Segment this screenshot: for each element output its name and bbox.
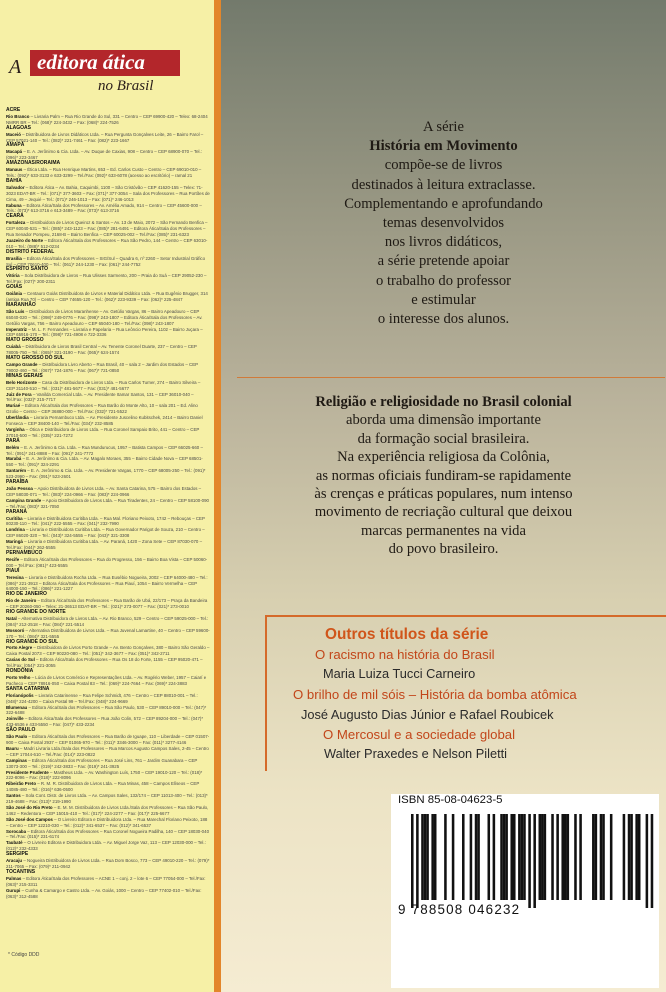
barcode-bar (579, 814, 582, 900)
distributor-entry (6, 758, 210, 770)
distributor-entry (6, 203, 210, 215)
distributor-city: Belo Horizonte (6, 379, 37, 385)
distributor-details: – Editora Ática/Sala dos Professores – Rua do Progresso, 156 – Bairro Boa Vista – CEP 50060-000 – Tel./Fax: (081)* 423-5555 (6, 556, 208, 568)
book-description (221, 393, 666, 559)
barcode-bar (431, 814, 434, 900)
barcode-bar (462, 814, 465, 900)
barcode-bar (503, 814, 506, 900)
barcode-bar (567, 814, 570, 900)
distributor-details: – Editora Ática/Sala dos Professores – Rua Barão de Iguape, 110 – Liberdade – CEP 01507-900 – Caixa Postal 2937 – CEP 01065-970 – Tel.: (011)* 3346-3000 – Fax: (011)* 3277-4146 (6, 734, 210, 745)
barcode-bar (551, 814, 554, 900)
state-heading: CEARÁ (6, 213, 24, 220)
barcode-bar (500, 814, 503, 900)
distributor-entry (6, 527, 210, 539)
distributor-city: Joinville (6, 716, 24, 722)
distributor-details: – Editora Ática/Sala dos Professores – SIG/Sul – Quadra 6, nº 2260 – Setor Industrial Gráfico Sul – CEP 70610-400 – Tel.: (061)* 244-1230 – Fax: (061)* 244-7752 (6, 255, 206, 267)
distributor-details: – Nogueira Distribuidora de Livros Ltda. – Rua Dom Bosco, 773 – CEP 49010-220 – Tel.: (079)* 211-7065 – Fax: (079)* 211-0942 (6, 858, 210, 869)
state-heading: RIO DE JANEIRO (6, 591, 47, 598)
distributor-city: Juazeiro do Norte (6, 237, 44, 243)
distributor-city: João Pessoa (6, 486, 33, 491)
distributor-details: – R. M. R. Distribuidora de Livros Ltda. – Rua Minas, 458 – Campos Elíseos – CEP 14085-480 – Tel.: (016)* 636-0500 (6, 781, 200, 793)
distributor-entry (6, 167, 210, 179)
distributor-entry (6, 456, 210, 468)
distributor-entry (6, 716, 210, 728)
distributor-entry (6, 557, 210, 569)
distributor-entry (6, 114, 210, 126)
state-heading: PERNAMBUCO (6, 549, 43, 556)
distributor-details: – Madri Livraria Ltda./Sala dos Professores – Rua Marcos Augusto Campos Sales, 2-45 – Centro – CEP 17044-610 – Tel./Fax: (014)* 223-0822 (6, 745, 209, 757)
distributor-city: Palmas (6, 875, 22, 881)
barcode-bar (602, 814, 605, 900)
distributor-entry (6, 829, 210, 841)
distributor-details: – M. L. F. Fernandes – Livraria e Papelaria – Rua Leôncio Pereira, 1102 – Bairro Juçara – CEP 65916-170 – Tel.: (098)* 721-4908 e 722-3336 (6, 326, 203, 338)
distributor-entry (6, 876, 210, 888)
distributor-details: – Livraria Catarinense – Rua Felipe Schmidt, 476 – Centro – CEP 88010-001 – Tel.: (048)* 224-4200 – Caixa Postal 99 – Tel./Fax: (048)* 224-9669 (6, 692, 198, 704)
distributor-city: Florianópolis (6, 692, 34, 698)
series-intro-line: a série pretende apoiar (377, 253, 510, 270)
state-heading: PARAÍBA (6, 479, 29, 486)
state-heading: PARANÁ (6, 508, 28, 515)
barcode-bar (424, 814, 427, 900)
distributor-city: São Paulo (6, 734, 28, 740)
book-description-line: da formação social brasileira. (357, 430, 530, 447)
distributor-details: – E. M. M. Distribuidora de Livros Ltda./Sala dos Professores – Rua São Paulo, 1462 – Redentora – CEP 15015-410 – Tel.: (017)* 224-2277 – Fax: (017)* 225-6677 (6, 804, 209, 816)
barcode-bar (510, 814, 513, 900)
distributor-details: – Casa da Distribuidora de Livros Ltda. – Rua Carlos Turner, 274 – Bairro Silveira – CEP 31140-510 – Tel.: (031)* 481-5677 – Fax: (031)* 481-5677 (6, 379, 201, 391)
state-heading: AMAZONAS/RORAIMA (6, 160, 61, 167)
series-intro-line: o trabalho do professor (376, 272, 511, 289)
distributor-entry (6, 273, 210, 285)
distributor-entry (6, 380, 210, 392)
distributor-details: – Distribuidora Livro Aberto – Rua Brasil, 40 – sala 2 – Jardim dos Estados – CEP 79002-460 – Tel.: (067)* 724-1876 – Fax: (067)* 721-0850 (6, 361, 199, 373)
distributor-details: – E. A. Jerônimo & Cia. Ltda. – Av. Presidente Vargas, 1770 – CEP 68005-250 – Tel.: (091)* 523-2990 – Fax: (091)* 523-2601 (6, 468, 206, 480)
distributor-details: – Editora Ática/Sala dos Professores – Rua Barão do Monte Alto, 10 – sala 201 – Ed. Alino Ozolio – Centro – CEP 36880-000 – Tel./Fax: (032)* 721-5522 (6, 403, 198, 415)
distributor-city: Gurupi (6, 887, 21, 893)
distributor-city: Teresina (6, 574, 24, 580)
state-heading: RIO GRANDE DO NORTE (6, 609, 66, 616)
distributor-details: – Lúcia de Livros Comércio e Representações Ltda. – Av. Rogério Weber, 1957 – Caiarí e Pacheco – CEP 78916-050 – Caixa Postal 83 – Tel.: (069)* 224-7664 – Fax: (069)* 224-3883 (6, 675, 207, 686)
barcode-bar (521, 814, 524, 900)
distributor-entry (6, 840, 210, 852)
other-title: O racismo na história do Brasil (315, 647, 495, 662)
distributor-entry (6, 817, 210, 829)
barcode-bar (564, 814, 567, 900)
distributor-city: Blumenau (6, 704, 28, 710)
distributor-details: – Editora Ática – Av. Bahia, Caquimbi, 1100 – São Cristóvão – CEP 41620-155 – Telex: 71-3023 EDAT-BR – Tel.: (071)* 377-3603 – Fax: (071)* 377-3054 – Sala dos Professores – Rua Portões de Cima, 49 – Jequié – Tel.: (071)* 246-1013 – Fax: (071)* 246-1013 (6, 184, 210, 202)
distributor-entry (6, 793, 210, 805)
barcode-bar (595, 814, 598, 900)
barcode-bar (452, 814, 455, 900)
state-heading: MATO GROSSO DO SUL (6, 355, 64, 362)
barcode-bar (475, 814, 478, 900)
distributor-details: – Editora Ática/Sala dos Professores – ACNE 1 – conj. 2 – lote 6 – CEP 77054-000 – Tel./Fax: (063)* 215-3311 (6, 875, 206, 887)
barcode-bar (544, 814, 547, 900)
distributor-entry (6, 858, 210, 870)
distributor-city: Curitiba (6, 515, 23, 521)
distributor-details: – Alternativa Distribuidora de Livros Ltda. – Rua Juvenal Lamartine, 40 – Centro – CEP 59600-170 – Tel.: (084)* 321-5555 (6, 627, 210, 639)
barcode (391, 814, 659, 908)
series-intro-line: e estimular (411, 291, 476, 308)
distributor-details: – Editora Ática/Sala dos Professores – Rua São Pedro, 144 – Centro – CEP 63010-010 – Tel.: (088)* 512-0234 (6, 237, 208, 249)
distributor-city: Ribeirão Preto (6, 781, 37, 787)
book-description-line: marcas permanentes na vida (361, 522, 526, 539)
barcode-bar (533, 814, 536, 908)
distributor-details: – Livraria e Distribuidora Rocha Ltda. – Rua Eusébio Nogueira, 2002 – CEP 64000-480 – Tel.: (086)* 221-3913 – Editora Ática/Sala dos Professores – Rua Piauí, 1054 – Bairro Vermelha – CEP 64000-150 – Tel.: (086)* 221-1227 (6, 574, 208, 592)
distributor-city: Aracaju (6, 858, 23, 864)
distributor-details: – Livraria Pernambuco Ltda. – Av. Presidente Juscelino Kubitschek, 2414 – Bairro Daniel Fonseca – CEP 38400-140 – Tel./Fax: (034)* 232-8585 (6, 415, 203, 427)
distributor-entry (6, 693, 210, 705)
barcode-bar (574, 814, 577, 900)
distributor-details: – Livraria e Distribuidora Curitiba Ltda. – Rua Governador Parigot de Souza, 210 – Centro – CEP 86020-320 – Tel.: (043)* 324-5555 – Fax: (043)* 321-3308 (6, 527, 205, 539)
state-heading: MARANHÃO (6, 301, 36, 308)
distributor-details: – O Livreiro Editora e Distribuidora Ltda. – Av. Miguel Jorge Vaz, 113 – CEP 12030-000 – Tel.: (012)* 232-4333 (6, 840, 206, 852)
state-heading: SANTA CATARINA (6, 685, 50, 692)
distributor-city: Natal (6, 615, 17, 621)
distributor-city: Vitória (6, 273, 20, 279)
distributor-city: Campina Grande (6, 497, 42, 503)
distributor-city: Caxias do Sul (6, 657, 35, 663)
distributor-city: Recife (6, 556, 20, 562)
distributor-details: – Editora Ática/Sala dos Professores – Rua João Colin, 572 – CEP 89204-000 – Tel.: (047)* 433-6536 e 433-5550 – Fax: (047)* 433-2234 (6, 716, 204, 728)
distributor-details: – Apoio Distribuidora de Livros Ltda. – Av. Santa Catarina, 575 – Bairro dos Estados – CEP 58030-071 – Tel.: (083)* 224-0966 – Fax: (083)* 224-0966 (6, 486, 202, 497)
distributor-city: Santarém (6, 468, 27, 474)
barcode-bar (651, 814, 654, 908)
barcode-bar (635, 814, 638, 900)
book-title: Religião e religiosidade no Brasil colonial (315, 394, 572, 410)
distributor-details: – Vanilda Comercial Ltda. – Av. Presidente Itamar Santos, 131 – CEP 36010-040 – Tel./Fax: (032)* 215-7717 (6, 391, 194, 403)
logo-prefix: A (9, 56, 22, 78)
other-titles-heading: Outros títulos da série (325, 626, 489, 643)
distributor-entry (6, 415, 210, 427)
series-intro-line: nos livros didáticos, (384, 234, 503, 251)
state-heading: RONDÔNIA (6, 668, 34, 675)
distributor-entry (6, 468, 210, 480)
book-description-line: movimento de recriação cultural que deixou (314, 504, 573, 521)
distributor-city: Presidente Prudente (6, 769, 49, 775)
barcode-bar (411, 814, 414, 908)
distributor-details: – Editora Ática/Sala dos Professores – Rua Coronel Nogueira Padilha, 140 – CEP 18030-040 – Tel./Fax: (015)* 231-6174 (6, 828, 210, 840)
distributor-details: – Distribuidora de Livros Brasil Central – Av. Tenente Coronel Duarte, 237 – Centro – CEP 78005-750 – Tel.: (065)* 321-3190 – Fax: (065)* 624-1574 (6, 344, 197, 356)
distributor-city: Bauru (6, 745, 19, 751)
barcode-bar (470, 814, 473, 900)
distributor-city: Marabá (6, 456, 22, 462)
distributor-entry (6, 734, 210, 746)
distributor-details: – Ética Ltda. – Rua Henrique Martins, 653 – Ed. Carlos Custo – Centro – CEP 69010-010 – Tels.: (092)* 633-3133 e 633-3299 – Tel./Fax: (092)* 633-6078 (acesso ao escritório) – ramal 21 (6, 167, 202, 178)
state-heading: TOCANTINS (6, 868, 36, 875)
barcode-bar (426, 814, 429, 900)
series-intro-line: A série (423, 119, 464, 135)
series-intro-line: destinados à leitura extraclasse. (351, 176, 536, 193)
publisher-logo (6, 48, 206, 104)
distributor-city: Brasília (6, 255, 22, 261)
distributor-entry (6, 498, 210, 510)
distributor-details: – Distribuidora de Livros Didáticos Ltda. – Rua Pergunta Gonçalves Leite, 26 – Bairro Farol – CEP 57021-140 – Tel.: (082)* 221-7461 – Fax: (082)* 223-1667 (6, 131, 204, 143)
distributor-entry (6, 132, 210, 144)
distributor-details: – Livraria Palm – Rua Rio Grande do Sul, 331 – Centro – CEP 69900-420 – Telex: 68-2404 NMRR BR – Tel.: (068)* 224-3432 – Fax: (068)* 224-7526 (6, 113, 208, 125)
distributor-entry (6, 403, 210, 415)
distributor-details: – Editora Ática/Sala dos Professores – Rua Os 18 do Forte, 1155 – CEP 95020-471 – Tel./Fax: (054)* 221-3055 (6, 657, 203, 669)
state-heading: ESPÍRITO SANTO (6, 266, 49, 273)
state-heading: ACRE (6, 107, 21, 113)
distributor-city: Rio de Janeiro (6, 598, 37, 604)
distributor-entry (6, 445, 210, 457)
distributor-city: Imperatriz (6, 326, 27, 332)
distributor-city: Londrina (6, 527, 25, 533)
barcode-bar (539, 814, 542, 900)
distributor-details: – Distribuidora de Livros Maranhense – Av. Getúlio Vargas, 86 – Bairro Apeadouro – CEP 65040-020 – Tel.: (098)* 249-0776 – Fax: (098)* 243-1807 – Editora Ática/Sala dos Professores – Av. Getúlio Vargas, 756 – Bairro Apeadouro – CEP 65040-180 – Tel./Fax: (098)* 243-1807 (6, 308, 203, 326)
logo-name: editora ática (37, 50, 145, 74)
distributor-entry (6, 309, 210, 327)
distributors-column (0, 0, 214, 992)
other-titles-box (265, 615, 666, 771)
book-description-line: aborda uma dimensão importante (346, 412, 541, 429)
state-heading: ALAGOAS (6, 124, 31, 131)
barcode-bar (561, 814, 564, 900)
distributor-details: – O Livreiro Editora e Distribuidora Ltda. – Rua Marechal Floriano Peixoto, 188 – Centro – CEP 12210-030 – Tel.: (012)* 341-6537 – Fax: (012)* 341-6537 (6, 816, 208, 828)
state-heading: RIO GRANDE DO SUL (6, 638, 59, 645)
distributor-city: Macapá (6, 149, 23, 155)
distributor-city: Campo Grande (6, 361, 38, 367)
state-heading: GOIÁS (6, 284, 23, 291)
distributor-city: Juiz de Fora (6, 391, 32, 397)
barcode-bar (630, 814, 633, 900)
distributor-entry (6, 628, 210, 640)
other-title: O brilho de mil sóis – História da bomba atômica (293, 687, 577, 702)
distributor-city: São José dos Campos (6, 816, 53, 822)
barcode-bar (600, 814, 603, 900)
distributor-details: – Centauro Goiás Distribuidora de Livros e Material Didático Ltda. – Rua Eugênio Brugger, 314 (antiga Rua 70) – Centro – CEP 74655-120 – Tel.: (062)* 223-9339 – Fax: (062)* 225-4847 (6, 291, 208, 302)
state-heading: DISTRITO FEDERAL (6, 248, 55, 255)
barcode-bar (477, 814, 480, 900)
state-heading: BAHIA (6, 177, 22, 184)
barcode-bar (505, 814, 508, 900)
distributor-details: – Editora Ática/Sala dos Professores – Rua Barão de Ubá, 22/173 – Praça da Bandeira – CEP 20260-050 – Telex: 21-36513 EDAT-BR – Tel.: (021)* 273-0077 – Fax: (021)* 273-0010 (6, 598, 208, 610)
distributor-city: Itabuna (6, 202, 22, 208)
barcode-number: 9 788508 046232 (398, 902, 521, 917)
distributor-city: Campinas (6, 757, 27, 763)
distributor-details: – Livraria e Distribuidora Curitiba Ltda. – Rua Mal. Floriano Peixoto, 1742 – Rebouças – CEP 80230-110 – Tel.: (041)* 222-5555 – Fax: (041)* 232-7990 (6, 515, 205, 527)
distributor-entry (6, 657, 210, 669)
distributor-city: Varginha (6, 426, 25, 432)
distributor-entry (6, 291, 210, 303)
distributor-details: – Editora Ática/Sala dos Professores – Rua José Lins, 761 – Jardim Guanabara – CEP 13073-300 – Tel.: (019)* 242-3833 – Fax: (019)* 241-3925 (6, 757, 198, 769)
distributor-city: Manaus (6, 167, 23, 173)
barcode-bar (518, 814, 521, 900)
barcode-bar (513, 814, 516, 900)
distributor-entry (6, 427, 210, 439)
barcode-bar (421, 814, 424, 900)
series-name: História em Movimento (369, 138, 518, 155)
spine-edge (214, 0, 221, 992)
distributor-city: Maceió (6, 131, 21, 137)
distributor-entry (6, 516, 210, 528)
book-description-line: às crenças e práticas populares, num intenso (314, 486, 573, 503)
distributor-city: Taubaté (6, 840, 23, 846)
distributor-details: – Ótica e Distribuidora de Livros Ltda. – Rua Coronel Sampaio Brito, 441 – Centro – CEP 37010-500 – Tel.: (035)* 221-7272 (6, 426, 200, 438)
distributor-city: Salvador (6, 184, 25, 190)
barcode-bar (646, 814, 649, 908)
distributor-city: Mossoró (6, 627, 25, 633)
other-title-authors: Walter Praxedes e Nelson Piletti (324, 746, 508, 761)
distributor-details: – Sola Cont. Distr. de Livros Ltda. – Av. Campos Sales, 132/174 – CEP 11013-400 – Tel.: (013)* 219-4688 – Fax: (013)* 219-1990 (6, 793, 208, 805)
other-title: O Mercosul e a sociedade global (323, 727, 516, 742)
distributor-city: Sorocaba (6, 828, 27, 834)
distributor-entry (6, 185, 210, 203)
series-intro (221, 118, 666, 329)
distributor-details: – Alternativa Distribuidora de Livros Ltda. – Av. Rio Branco, 529 – Centro – CEP 59025-000 – Tel.: (084)* 212-2518 – Fax: (084)* 221-5514 (6, 615, 209, 627)
divider (237, 377, 665, 378)
isbn-label: ISBN 85-08-04623-5 (398, 794, 503, 806)
barcode-bar (444, 814, 447, 900)
distributor-details: – Distribuidora de Livros Queiroz & Santos – Av. 13 de Maio, 2072 – São Fernando Benfica – CEP 60040-531 – Tel.: (085)* 243-1123 – Fax: (085)* 281-6491 – Editora Ática/Sala dos Professores – Rua Senador Pompeu, 2168-B – Bairro Benfica – CEP 60025-002 – Tel./Fax: (085)* 231-6323 (6, 220, 208, 238)
distributor-entry (6, 705, 210, 717)
distributor-details: – E. A. Jerônimo & Cia. Ltda. – Rua Mundurucus, 1957 – Batista Campos – CEP 66025-660 – Tel.: (091)* 241-8888 – Fax: (091)* 241-7772 (6, 444, 203, 456)
book-description-line: do povo brasileiro. (388, 541, 499, 558)
distributor-city: Goiânia (6, 291, 23, 297)
barcode-bar (556, 814, 559, 900)
barcode-bar (638, 814, 641, 900)
barcode-bar (528, 814, 531, 908)
series-intro-line: Complementando e aprofundando (344, 195, 543, 212)
distributor-entry (6, 486, 210, 498)
distributor-details: – Sola Distribuidora de Livros – Rua Ulisses Sarmento, 200 – Praia do Suá – CEP 29052-230 – Tel./Fax: (027)* 200-2311 (6, 273, 207, 285)
distributor-details: – Cunha & Camargo e Castro Ltda. – Av. Goiás, 1000 – Centro – CEP 77402-010 – Tel./Fax: (063)* 312-4588 (6, 887, 202, 899)
barcode-bar (493, 814, 496, 900)
distributor-entry (6, 616, 210, 628)
series-intro-line: temas desenvolvidos (382, 215, 505, 232)
distributor-entry (6, 645, 210, 657)
distributor-entry (6, 770, 210, 782)
distributor-entry (6, 575, 210, 593)
book-description-line: as normas oficiais fundiram-se rapidamente (315, 467, 572, 484)
distributor-city: São Luís (6, 308, 25, 314)
distributor-city: Cuiabá (6, 344, 21, 350)
state-heading: AMAPÁ (6, 142, 25, 149)
barcode-bar (416, 814, 419, 908)
barcode-bar (610, 814, 613, 900)
distributor-entry (6, 362, 210, 374)
distributor-city: São José do Rio Preto (6, 804, 53, 810)
distributor-city: Fortaleza (6, 220, 26, 226)
distributor-entry (6, 238, 210, 250)
logo-suffix: no Brasil (98, 78, 154, 94)
distributor-details: – Livraria e Distribuidora Curitiba Ltda. – Av. Paraná, 1420 – Zona Sete – CEP 87030-070 – Tel./Fax: (044)* 262-5555 (6, 539, 203, 551)
barcode-bar (488, 814, 491, 900)
distributor-details: – E. A. Jerônimo & Cia. Ltda. – Av. Magalo Moraes, 355 – Bairro Cidade Nova – CEP 68501-550 – Tel.: (091)* 324-2291 (6, 456, 203, 468)
barcode-bar (623, 814, 626, 900)
distributors-list (6, 108, 210, 899)
distributor-details: – Mastheus Ltda. – Av. Washington Luís, 1750 – CEP 19010-120 – Tel.: (018)* 222-8096 – Fax: (018)* 222-8096 (6, 769, 203, 781)
state-heading: SÃO PAULO (6, 727, 36, 734)
distributor-entry (6, 220, 210, 238)
other-title-authors: Maria Luiza Tucci Carneiro (323, 666, 476, 681)
distributor-city: Maringá (6, 539, 23, 545)
barcode-bar (628, 814, 631, 900)
distributor-entry (6, 888, 210, 900)
distributor-city: Porto Velho (6, 675, 31, 680)
barcode-bar (592, 814, 595, 900)
distributor-city: Uberlândia (6, 415, 29, 421)
footnote: * Código DDD (8, 952, 40, 958)
distributor-city: Rio Branco (6, 113, 30, 119)
barcode-bar (523, 814, 526, 900)
state-heading: SERGIPE (6, 851, 29, 858)
distributor-city: Porto Alegre (6, 645, 33, 651)
distributor-city: Belém (6, 444, 20, 450)
state-heading: MATO GROSSO (6, 337, 44, 344)
distributor-entry (6, 805, 210, 817)
barcode-bar (434, 814, 437, 900)
series-intro-line: o interesse dos alunos. (377, 311, 510, 328)
state-heading: PARÁ (6, 437, 20, 444)
distributor-entry (6, 746, 210, 758)
distributor-city: Muriaé (6, 403, 21, 409)
state-heading: MINAS GERAIS (6, 372, 43, 379)
distributor-details: – Editora Ática/Sala dos Professores – Rua São Paulo, 530 – CEP 89010-000 – Tel.: (047)* 322-6488 (6, 704, 207, 716)
state-heading: PIAUÍ (6, 567, 20, 574)
barcode-bar (541, 814, 544, 900)
book-description-line: Na experiência religiosa da Colônia, (337, 449, 550, 466)
barcode-block (391, 794, 659, 988)
distributor-details: – Distribuidora de Livros Porto Grande – Av. Bento Gonçalves, 380 – Bairro São Geraldo – Caixa Postal 2073 – CEP 90220-080 – Tel.: (051)* 342-3677 – Fax: (051)* 342-2711 (6, 645, 210, 657)
distributor-details: – E. A. Jerônimo & Cia. Ltda. – Av. Duque de Caxias, 908 – Centro – CEP 68900-070 – Tel.: (096)* 223-3467 (6, 149, 202, 161)
series-intro-line: compõe-se de livros (384, 157, 503, 174)
distributor-entry (6, 781, 210, 793)
distributor-details: – Apoio Distribuidora de Livros Ltda. – Rua Tiradentes, 24 – Centro – CEP 58100-090 – Tel./Fax: (083)* 321-7050 (6, 497, 209, 509)
distributor-entry (6, 392, 210, 404)
other-title-authors: José Augusto Dias Júnior e Rafael Roubicek (301, 707, 554, 722)
distributor-city: Santos (6, 793, 21, 799)
distributor-details: – Editora Ática/Sala dos Professores – Av. Amélia Amado, 914 – Centro – CEP 45600-000 – Tels.: (073)* 613-3716 e 613-3489 – Fax: (073)* 613-3716 (6, 202, 202, 214)
